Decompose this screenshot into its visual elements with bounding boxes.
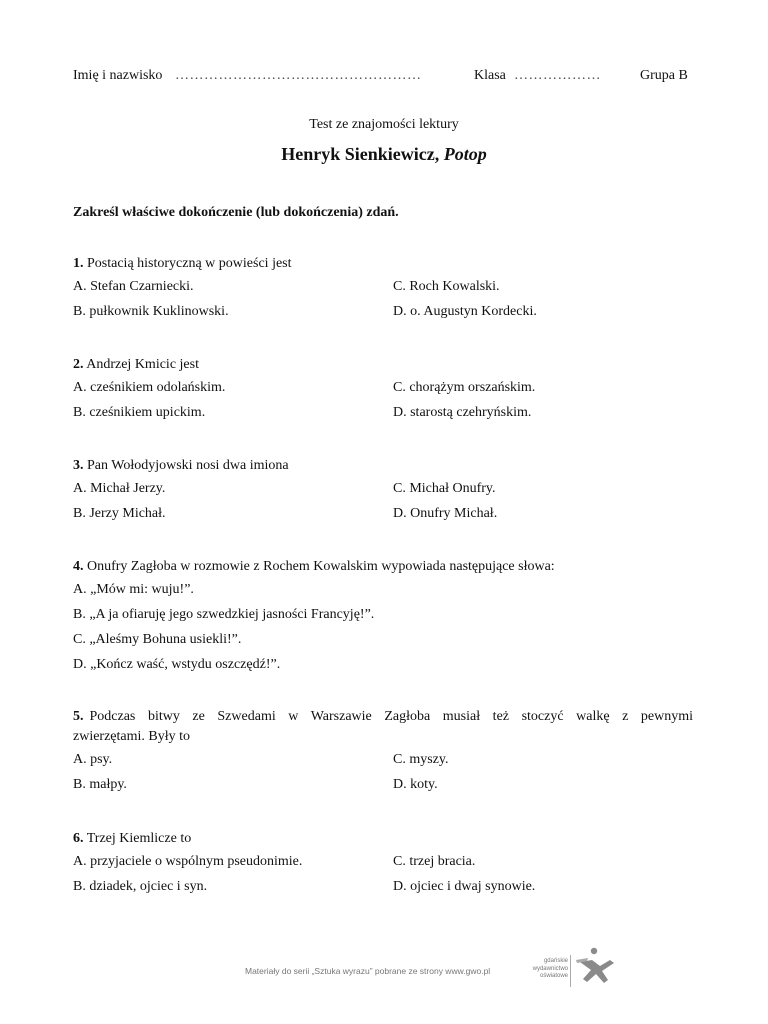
option-a[interactable]: A. Stefan Czarniecki.	[73, 279, 194, 294]
question-stem: 2. Andrzej Kmicic jest	[73, 357, 199, 372]
question-6	[73, 829, 693, 899]
option-d[interactable]: D. starostą czehryńskim.	[393, 405, 532, 420]
footer-text: Materiały do serii „Sztuka wyrazu” pobrane ze strony www.gwo.pl	[245, 966, 491, 976]
class-dots: ………………	[514, 68, 601, 83]
option-c[interactable]: C. „Aleśmy Bohuna usiekli!”.	[73, 632, 242, 647]
option-c[interactable]: C. myszy.	[393, 752, 449, 767]
question-stem: 5. Podczas bitwy ze Szwedami w Warszawie Zagłoba musiał też stoczyć walkę z pewnymi zwierzętami. Były to	[73, 709, 693, 744]
option-a[interactable]: A. Michał Jerzy.	[73, 481, 166, 496]
name-label: Imię i nazwisko	[73, 68, 163, 83]
option-b[interactable]: B. małpy.	[73, 777, 127, 792]
option-b[interactable]: B. dziadek, ojciec i syn.	[73, 879, 208, 894]
option-a[interactable]: A. psy.	[73, 752, 113, 767]
logo-divider	[570, 955, 571, 987]
option-d[interactable]: D. koty.	[393, 777, 438, 792]
option-b[interactable]: B. pułkownik Kuklinowski.	[73, 304, 229, 319]
question-stem: 6. Trzej Kiemlicze to	[73, 831, 192, 846]
option-a[interactable]: A. „Mów mi: wuju!”.	[73, 582, 194, 597]
option-b[interactable]: B. cześnikiem upickim.	[73, 405, 206, 420]
header-line	[73, 68, 693, 88]
question-stem: 1. Postacią historyczną w powieści jest	[73, 256, 292, 271]
title-author: Henryk Sienkiewicz,	[281, 144, 440, 164]
test-title	[0, 144, 768, 165]
option-d[interactable]: D. „Kończ waść, wstydu oszczędź!”.	[73, 657, 281, 672]
question-3	[73, 456, 693, 526]
publisher-name: gdańskie wydawnictwo oświatowe	[532, 958, 568, 979]
option-a[interactable]: A. cześnikiem odolańskim.	[73, 380, 226, 395]
option-d[interactable]: D. ojciec i dwaj synowie.	[393, 879, 536, 894]
option-c[interactable]: C. chorążym orszańskim.	[393, 380, 536, 395]
gwo-logo-icon	[574, 946, 618, 986]
question-5	[73, 707, 693, 797]
option-b[interactable]: B. Jerzy Michał.	[73, 506, 166, 521]
name-dots: ……………………………………………	[175, 68, 422, 83]
question-2	[73, 355, 693, 425]
class-label: Klasa	[474, 68, 506, 83]
option-c[interactable]: C. Michał Onufry.	[393, 481, 496, 496]
instruction: Zakreśl właściwe dokończenie (lub dokończenia) zdań.	[73, 205, 399, 220]
option-c[interactable]: C. trzej bracia.	[393, 854, 476, 869]
option-d[interactable]: D. Onufry Michał.	[393, 506, 498, 521]
option-c[interactable]: C. Roch Kowalski.	[393, 279, 500, 294]
option-d[interactable]: D. o. Augustyn Kordecki.	[393, 304, 537, 319]
question-4	[73, 557, 693, 677]
question-1	[73, 254, 693, 324]
title-work: Potop	[443, 144, 487, 164]
group-label: Grupa B	[640, 68, 688, 83]
question-stem: 4. Onufry Zagłoba w rozmowie z Rochem Kowalskim wypowiada następujące słowa:	[73, 559, 555, 574]
test-subtitle: Test ze znajomości lektury	[309, 117, 459, 132]
option-a[interactable]: A. przyjaciele o wspólnym pseudonimie.	[73, 854, 303, 869]
question-stem: 3. Pan Wołodyjowski nosi dwa imiona	[73, 458, 289, 473]
option-b[interactable]: B. „A ja ofiaruję jego szwedzkiej jasności Francyję!”.	[73, 607, 375, 622]
